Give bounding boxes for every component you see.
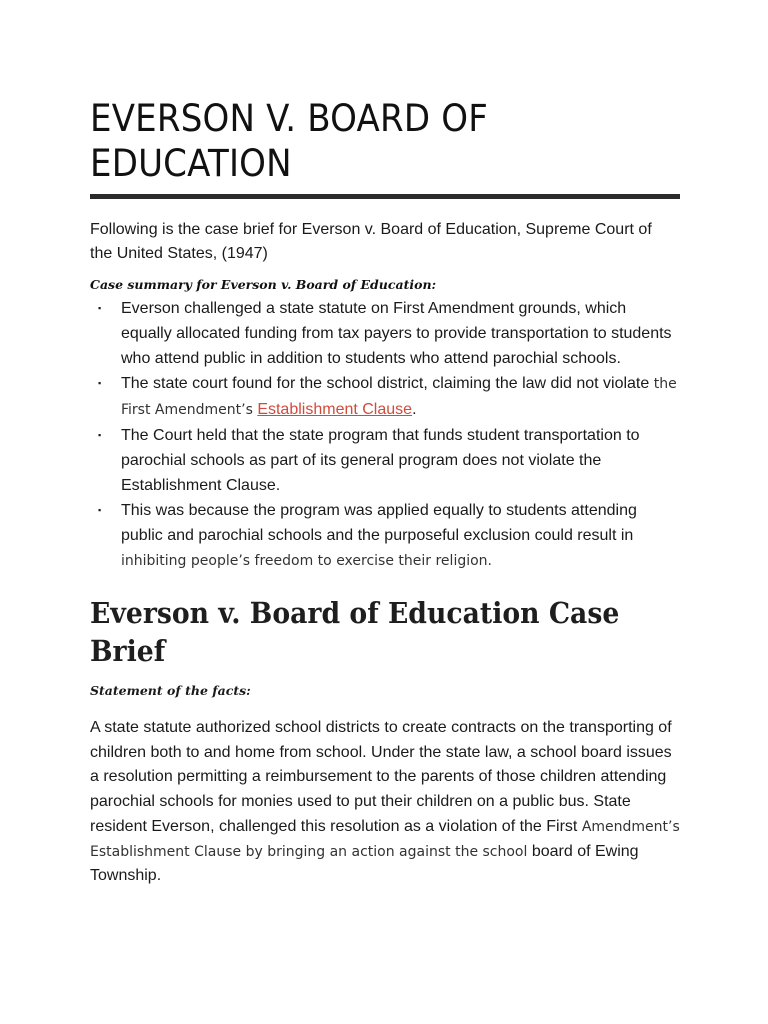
facts-text-light: Amendment’s Establishment Clause by bringing an action against the school [90,818,680,860]
bullet-icon: ▪ [98,505,102,515]
document-title [90,96,679,186]
title-divider [90,194,680,199]
bullet-icon: ▪ [98,430,102,440]
list-item [90,296,680,371]
facts-text-end: board of Ewing Township. [90,842,639,885]
facts-text: A state statute authorized school districts to create contracts on the transporting of children both to and home from school. Under the state law, a school board issues a resolution permitting a reimbursement to the parents of those children attending parochial schools for monies used to put their children on a public bus. State resident Everson, challenged this resolution as a violation of the First [90,719,672,835]
summary-list [90,296,680,574]
document-page [90,96,680,889]
summary-heading: Case summary for Everson v. Board of Education: [90,277,437,292]
list-item-text-end: . [412,401,417,418]
establishment-clause-link[interactable]: Establishment Clause [257,401,413,418]
title-line-1: EVERSON V. BOARD OF [90,97,488,140]
list-item-text: The state court found for the school district, claiming the law did not violate [121,375,650,392]
list-item [90,498,680,574]
facts-paragraph [90,716,680,889]
title-line-2: EDUCATION [90,142,292,185]
list-item-text: This was because the program was applied equally to students attending public and parochial schools and the purposeful exclusion could result in [121,502,637,544]
list-item [90,423,680,498]
list-item-text: Everson challenged a state statute on First Amendment grounds, which equally allocated funding from tax payers to provide transportation to students who attend public in addition to students who attend parochial schools. [121,300,672,367]
facts-heading: Statement of the facts: [90,683,251,698]
intro-paragraph: Following is the case brief for Everson v. Board of Education, Supreme Court of the United States, (1947) [90,221,652,262]
list-item [90,371,680,423]
bullet-icon: ▪ [98,378,102,388]
list-item-text-light: inhibiting people’s freedom to exercise their religion. [121,553,492,569]
bullet-icon: ▪ [98,303,102,313]
list-item-text-light: the First Amendment’s [121,376,677,418]
list-item-text: The Court held that the state program that funds student transportation to parochial schools as part of its general program does not violate the Establishment Clause. [121,427,640,494]
section-title: Everson v. Board of Education Case Brief [90,596,620,668]
